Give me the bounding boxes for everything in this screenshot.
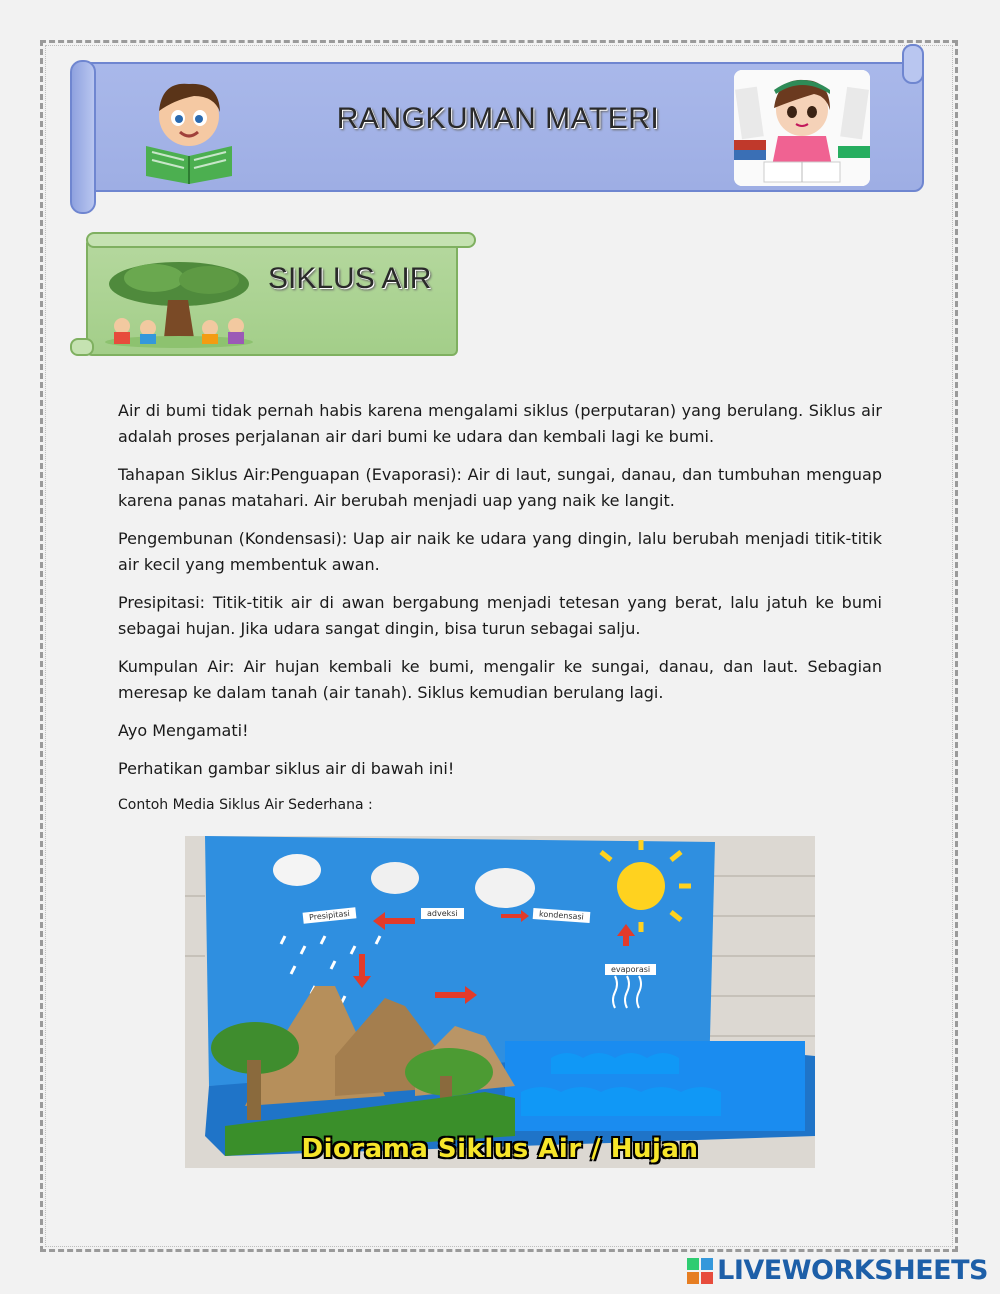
label-adveksi: adveksi <box>421 908 464 919</box>
section-title: SIKLUS AIR <box>268 262 432 295</box>
label-kondensasi: kondensasi <box>533 908 590 923</box>
paragraph-kondensasi: Pengembunan (Kondensasi): Uap air naik ke udara yang dingin, lalu berubah menjadi titik-titik air kecil yang membentuk awan. <box>118 529 882 574</box>
content-body <box>118 398 882 830</box>
paragraph-ayo-mengamati: Ayo Mengamati! <box>118 721 249 740</box>
paragraph-presipitasi: Presipitasi: Titik-titik air di awan bergabung menjadi tetesan yang berat, lalu jatuh ke bumi sebagai hujan. Jika udara sangat dingin, bisa turun sebagai salju. <box>118 593 882 638</box>
tree-children-illustration <box>104 260 254 348</box>
liveworksheets-badge-icon <box>687 1258 713 1284</box>
girl-writing-illustration <box>734 70 870 186</box>
scroll-curl-bottom <box>70 338 94 356</box>
diorama-photo <box>185 836 815 1168</box>
label-presipitasi: Presipitasi <box>303 907 357 923</box>
liveworksheets-brand: LIVEWORKSHEETS <box>717 1255 988 1286</box>
section-banner <box>86 238 458 356</box>
scroll-curl-right <box>902 44 924 84</box>
header-banner <box>72 62 924 192</box>
scroll-curl-top <box>86 232 476 248</box>
paragraph-perhatikan: Perhatikan gambar siklus air di bawah ini! <box>118 759 455 778</box>
liveworksheets-logo[interactable] <box>687 1255 988 1286</box>
media-caption: Contoh Media Siklus Air Sederhana : <box>118 797 373 813</box>
label-evaporasi: evaporasi <box>605 964 656 975</box>
paragraph-intro: Air di bumi tidak pernah habis karena mengalami siklus (perputaran) yang berulang. Siklus air adalah proses perjalanan air dari bumi ke udara dan kembali lagi ke bumi. <box>118 401 882 446</box>
diorama-scene <box>185 836 815 1168</box>
diorama-caption: Diorama Siklus Air / Hujan <box>301 1134 699 1164</box>
paragraph-evaporasi: Tahapan Siklus Air:Penguapan (Evaporasi): Air di laut, sungai, danau, dan tumbuhan menguap karena panas matahari. Air berubah menjadi uap yang naik ke langit. <box>118 465 882 510</box>
page-title: RANGKUMAN MATERI <box>336 102 660 135</box>
paragraph-kumpulan-air: Kumpulan Air: Air hujan kembali ke bumi, mengalir ke sungai, danau, dan laut. Sebagian meresap ke dalam tanah (air tanah). Siklus kemudian berulang lagi. <box>118 657 882 702</box>
scroll-curl-left <box>70 60 96 214</box>
